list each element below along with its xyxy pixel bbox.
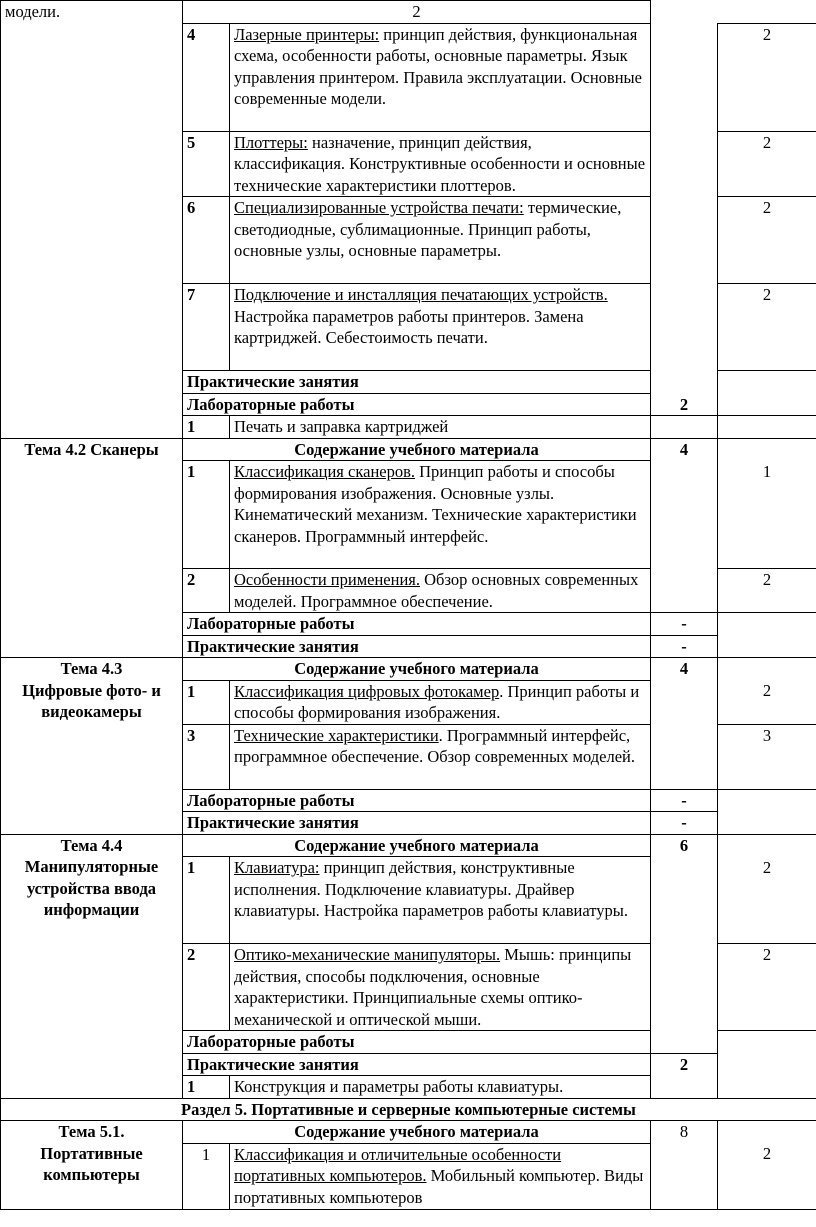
level-cell: 2 (718, 23, 816, 131)
lab-label: Лабораторные работы (183, 613, 651, 636)
level-cell-blank (718, 416, 816, 439)
row-num: 2 (183, 569, 230, 613)
row-text: Конструкция и параметры работы клавиатуры. (230, 1076, 651, 1099)
level-cell: 2 (718, 131, 816, 197)
lab-label: Лабораторные работы (183, 393, 651, 416)
row-text: Классификация сканеров. Принцип работы и способы формирования изображения. Основные узлы. Кинематический механизм. Технические характеристики сканеров. Программный интерфейс. (230, 461, 651, 569)
topic-title: Тема 4.4 Манипуляторные устройства ввода информации (1, 834, 183, 1098)
level-cell: 2 (718, 857, 816, 944)
content-header: Содержание учебного материала (183, 658, 651, 681)
row-num: 1 (183, 1143, 230, 1209)
level-cell-blank (718, 789, 816, 834)
row-num: 6 (183, 197, 230, 284)
row-num: 1 (183, 1076, 230, 1099)
level-cell-blank (718, 834, 816, 857)
topic-hours: 4 (651, 438, 718, 613)
row-num: 1 (183, 461, 230, 569)
topic-hours: 6 (651, 834, 718, 1053)
level-cell-blank (718, 371, 816, 416)
topic-title-tail: модели. (5, 2, 61, 21)
row-num: 3 (183, 724, 230, 789)
topic-hours: 8 (651, 1121, 718, 1210)
row-text: Специализированные устройства печати: термические, светодиодные, сублимационные. Принцип работы, основные узлы, основные параметры. (230, 197, 651, 284)
level-cell: 2 (718, 197, 816, 284)
hours-cell: 2 (183, 1, 651, 24)
topic-cell-continued-body (1, 23, 183, 438)
topic-title: Тема 4.3 Цифровые фото- и видеокамеры (1, 658, 183, 835)
level-cell: 2 (718, 1143, 816, 1209)
row-text: Оптико-механические манипуляторы. Мышь: принципы действия, способы подключения, основные характеристики. Принципиальные схемы оптико-механической и оптической мыши. (230, 944, 651, 1031)
level-cell-blank (718, 658, 816, 681)
row-text: Классификация и отличительные особенности портативных компьютеров. Мобильный компьютер. Виды портативных компьютеров (230, 1143, 651, 1209)
lab-hours: - (651, 789, 718, 812)
level-cell-blank (718, 1121, 816, 1144)
practical-hours: - (651, 635, 718, 658)
content-header: Содержание учебного материала (183, 1121, 651, 1144)
level-cell-blank (718, 613, 816, 658)
level-cell-blank (718, 438, 816, 461)
content-header: Содержание учебного материала (183, 438, 651, 461)
row-text: Подключение и инсталляция печатающих устройств. Настройка параметров работы принтеров. Замена картриджей. Себестоимость печати. (230, 284, 651, 371)
level-cell: 1 (718, 461, 816, 569)
practical-label: Практические занятия (183, 635, 651, 658)
practical-hours: - (651, 812, 718, 835)
practical-label: Практические занятия (183, 812, 651, 835)
level-cell-blank (718, 1031, 816, 1099)
row-text: Печать и заправка картриджей (230, 416, 651, 439)
row-num: 1 (183, 416, 230, 439)
topic-cell-continued (1, 1, 183, 24)
row-num: 2 (183, 944, 230, 1031)
level-cell: 2 (718, 944, 816, 1031)
row-text: Технические характеристики. Программный интерфейс, программное обеспечение. Обзор современных моделей. (230, 724, 651, 789)
empty-cell (651, 1, 816, 24)
level-cell: 2 (718, 680, 816, 724)
lab-hours: - (651, 613, 718, 636)
practical-hours: 2 (651, 1053, 718, 1098)
row-text: Клавиатура: принцип действия, конструктивные исполнения. Подключение клавиатуры. Драйвер клавиатуры. Настройка параметров работы клавиатуры. (230, 857, 651, 944)
lab-hours: 2 (651, 394, 718, 417)
level-cell: 2 (718, 284, 816, 371)
practical-label: Практические занятия (183, 371, 651, 394)
row-num: 7 (183, 284, 230, 371)
row-text: Классификация цифровых фотокамер. Принцип работы и способы формирования изображения. (230, 680, 651, 724)
practical-label: Практические занятия (183, 1053, 651, 1076)
level-cell: 3 (718, 724, 816, 789)
row-num: 1 (183, 680, 230, 724)
row-text: Лазерные принтеры: принцип действия, функциональная схема, особенности работы, основные параметры. Язык управления принтером. Правила эксплуатации. Основные современные модели. (230, 23, 651, 131)
hours-cell-blank (651, 23, 718, 416)
lab-label: Лабораторные работы (183, 1031, 651, 1054)
section-title: Раздел 5. Портативные и серверные компьютерные системы (1, 1098, 816, 1121)
row-text: Особенности применения. Обзор основных современных моделей. Программное обеспечение. (230, 569, 651, 613)
row-num: 5 (183, 131, 230, 197)
row-num: 1 (183, 857, 230, 944)
content-header: Содержание учебного материала (183, 834, 651, 857)
row-text: Плоттеры: назначение, принцип действия, классификация. Конструктивные особенности и основные технические характеристики плоттеров. (230, 131, 651, 197)
row-num: 4 (183, 23, 230, 131)
level-cell: 2 (718, 569, 816, 613)
topic-title: Тема 5.1. Портативные компьютеры (1, 1121, 183, 1210)
topic-title: Тема 4.2 Сканеры (1, 438, 183, 658)
lab-label: Лабораторные работы (183, 789, 651, 812)
topic-hours: 4 (651, 658, 718, 790)
